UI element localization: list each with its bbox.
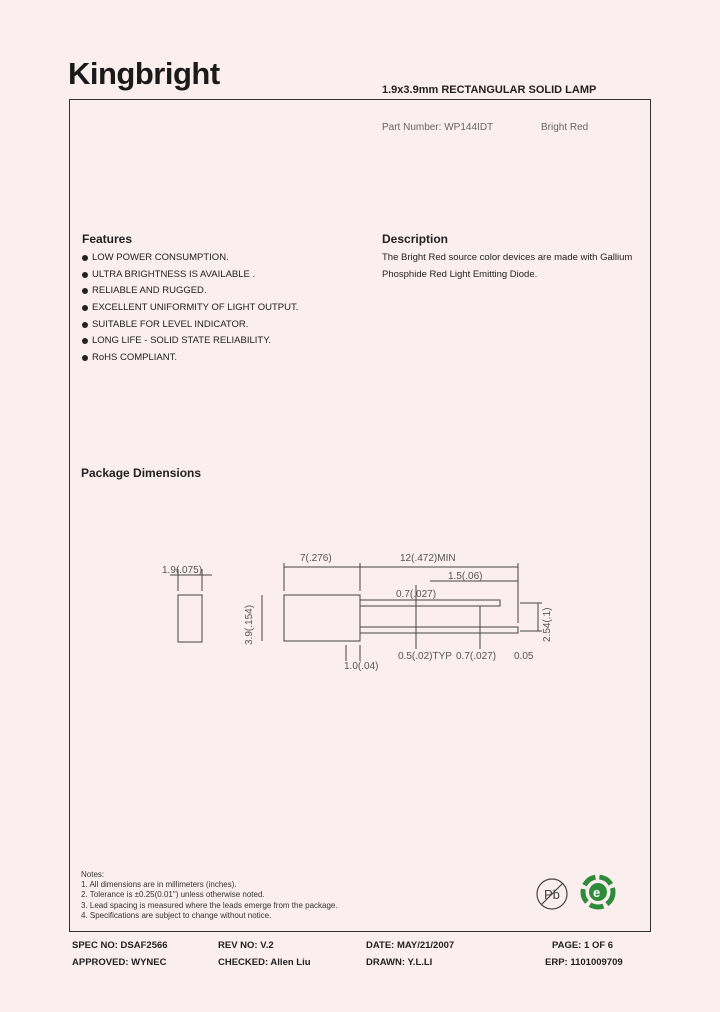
features-list [82,250,298,367]
dim-lead-length: 12(.472)MIN [400,553,456,564]
pb-free-icon [534,876,570,912]
dim-body-height: 3.9(.154) [244,604,255,645]
notes-block [81,870,338,921]
erp-number: ERP: 1101009709 [545,957,623,968]
dim-body-length: 7(.276) [300,553,332,564]
lead-bottom [360,627,518,633]
description-heading: Description [382,232,449,246]
notes-heading: Notes: [81,870,105,879]
pb-label: Pb [544,887,560,902]
dim-top-width: 1.9(.075) [162,565,203,576]
package-dimensions-drawing [150,545,570,675]
feature-item: RoHS COMPLIANT. [82,350,298,367]
dim-lead-spacing: 2.54(.1) [542,607,553,642]
part-number: Part Number: WP144IDT [382,122,494,133]
top-view-body [178,595,202,642]
spec-no: SPEC NO: DSAF2566 [72,940,168,951]
dim-flange: 1.0(.04) [344,661,379,672]
feature-item: RELIABLE AND RUGGED. [82,283,298,300]
dim-lead-offset: 1.5(.06) [448,571,483,582]
dim-tolerance: 0.05 [514,651,534,662]
checked-by: CHECKED: Allen Liu [218,957,311,968]
note-item: 3. Lead spacing is measured where the leads emerge from the package. [81,900,338,910]
rev-no: REV NO: V.2 [218,940,274,951]
dim-lead-width: 0.7(.027) [396,589,437,600]
features-heading: Features [82,232,133,246]
date: DATE: MAY/21/2007 [366,940,455,951]
rohs-e-icon [578,872,618,912]
side-view-body [284,595,360,641]
description-line: The Bright Red source color devices are made with Gallium [382,252,633,263]
package-heading: Package Dimensions [81,466,202,480]
note-item: 2. Tolerance is ±0.25(0.01") unless otherwise noted. [81,890,265,900]
feature-item: ULTRA BRIGHTNESS IS AVAILABLE . [82,267,298,284]
document-title: 1.9x3.9mm RECTANGULAR SOLID LAMP [382,84,597,96]
description-line: Phosphide Red Light Emitting Diode. [382,268,538,280]
note-item: 4. Specifications are subject to change without notice. [81,910,272,920]
page-number: PAGE: 1 OF 6 [552,940,614,951]
dim-lead-pitch: 0.7(.027) [456,651,497,662]
drawn-by: DRAWN: Y.L.LI [366,957,433,968]
feature-item: LONG LIFE - SOLID STATE RELIABILITY. [82,333,298,350]
approved-by: APPROVED: WYNEC [72,957,167,968]
lead-top [360,600,500,606]
feature-item: EXCELLENT UNIFORMITY OF LIGHT OUTPUT. [82,300,298,317]
feature-item: SUITABLE FOR LEVEL INDICATOR. [82,317,298,334]
e-label: e [593,885,601,900]
dim-lead-thickness: 0.5(.02)TYP [398,651,452,662]
kingbright-logo: Kingbright [68,56,220,91]
part-color: Bright Red [541,122,589,133]
note-item: 1. All dimensions are in millimeters (inches). [81,880,237,890]
description-text [382,250,644,283]
content-frame [69,99,651,932]
feature-item: LOW POWER CONSUMPTION. [82,250,298,267]
